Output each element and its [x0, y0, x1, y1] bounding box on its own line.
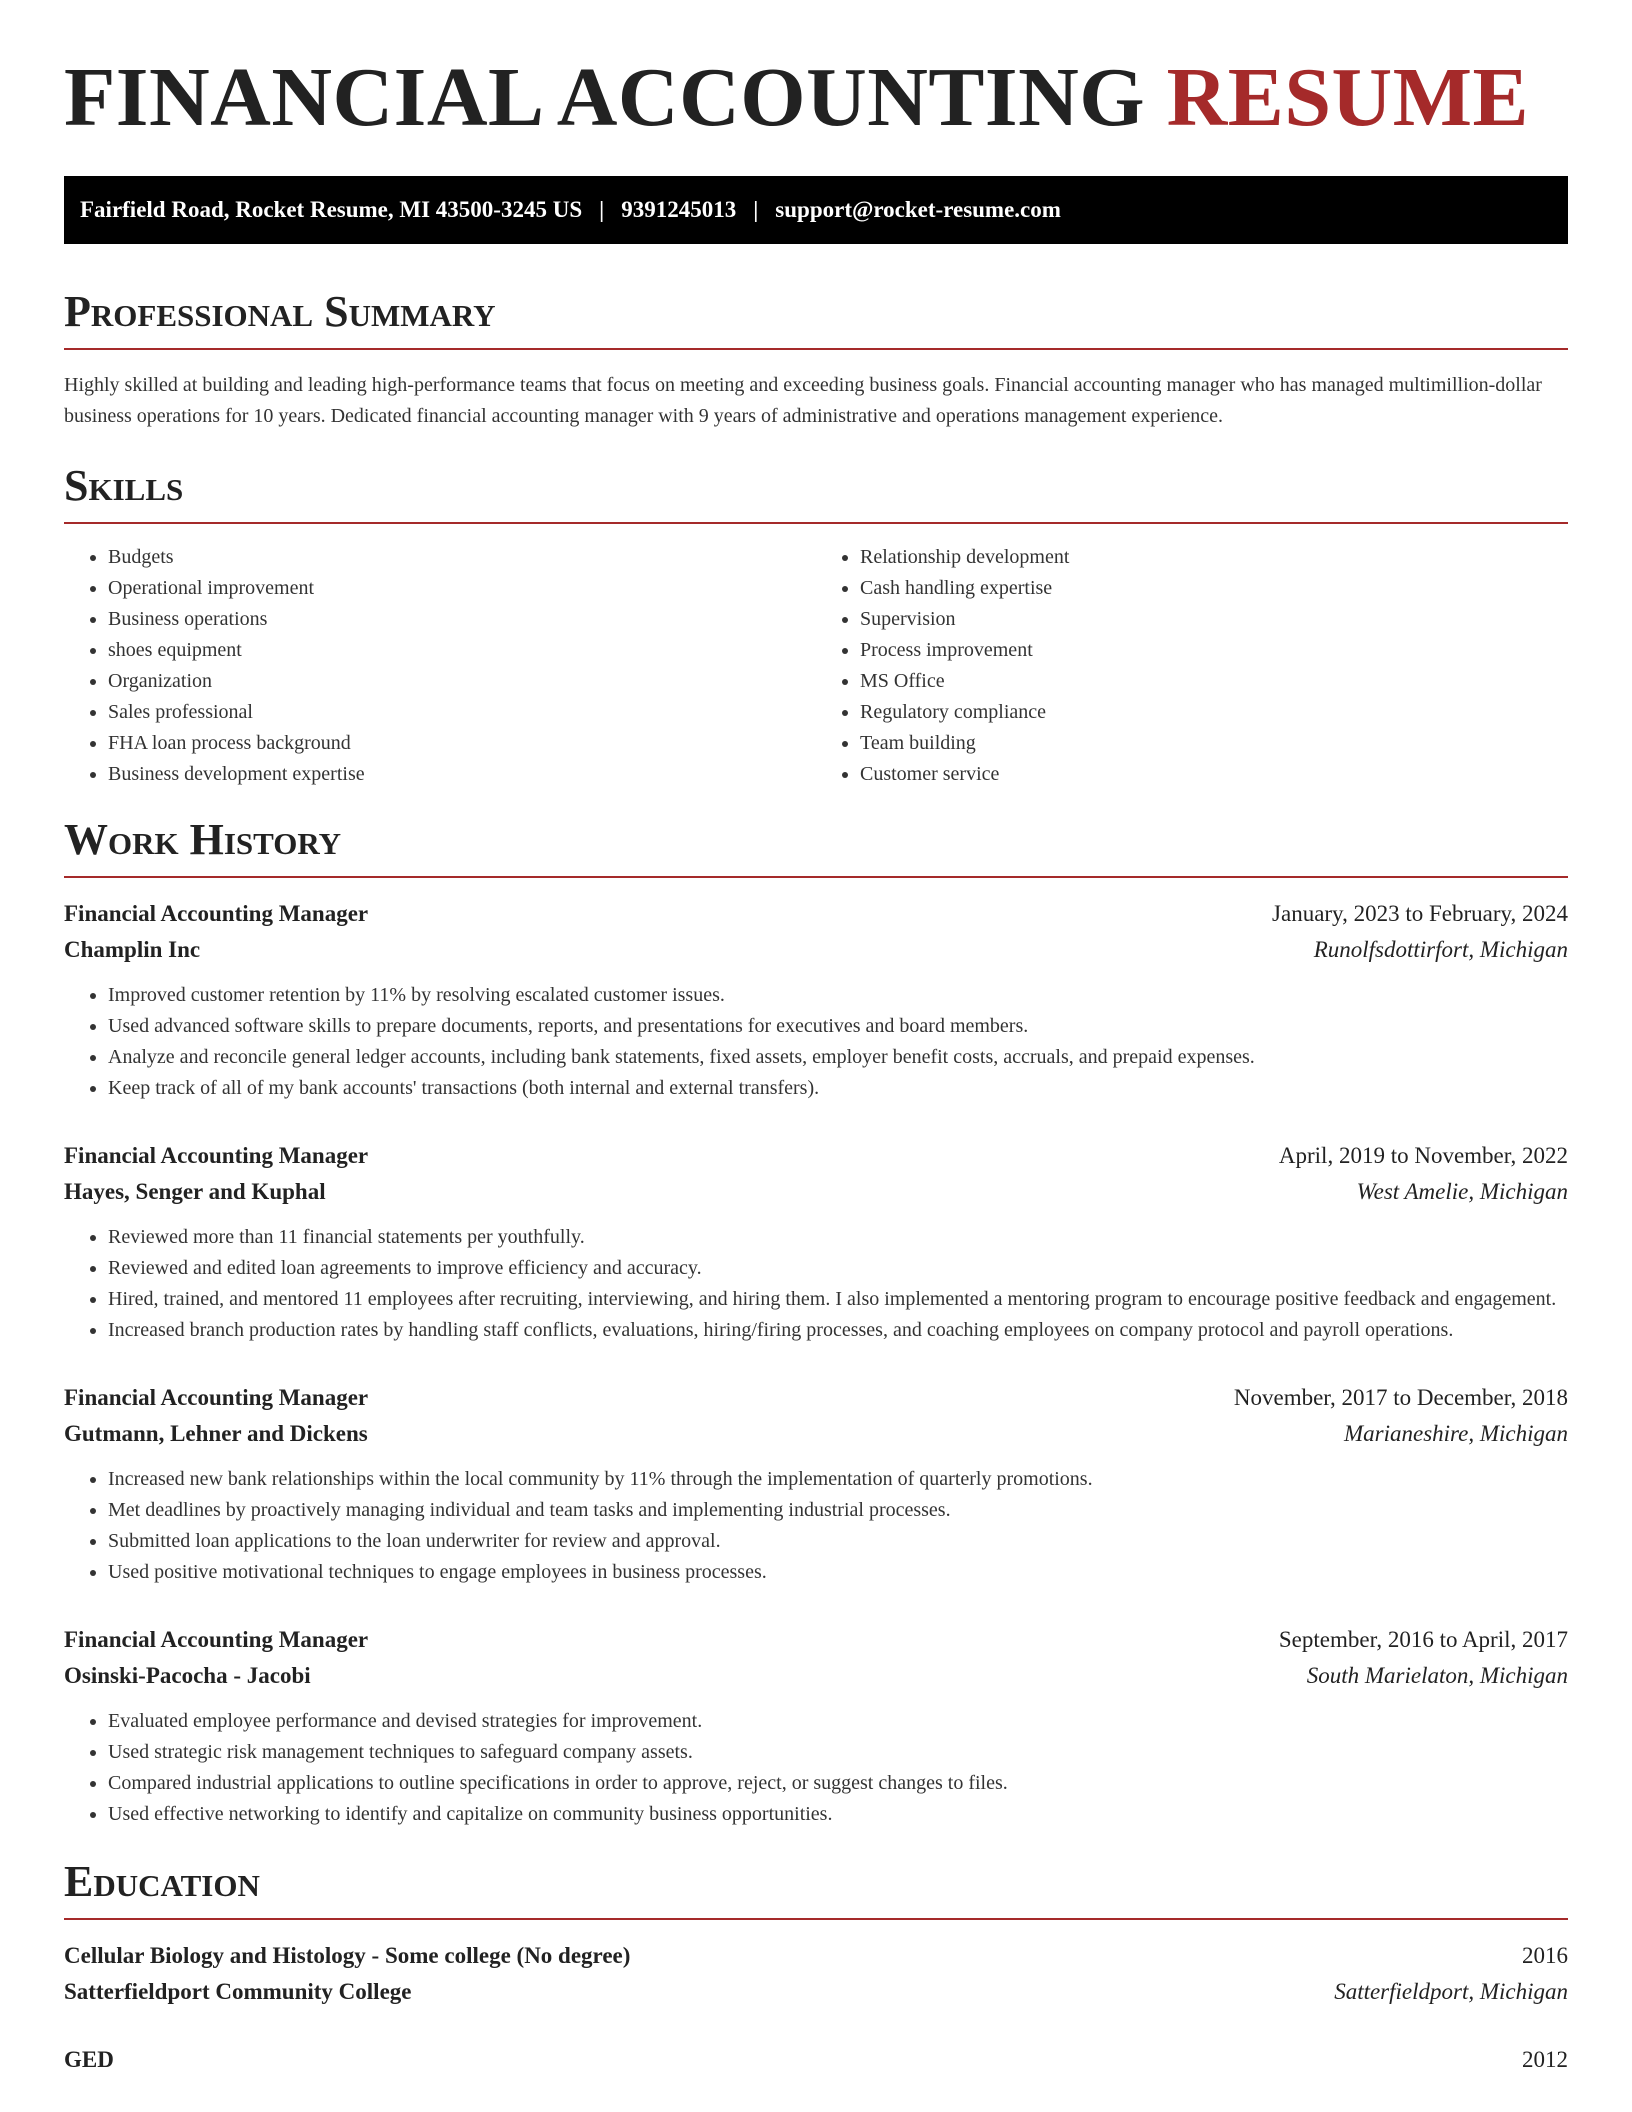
- contact-separator: |: [599, 197, 605, 222]
- education-degree: GED: [64, 2047, 114, 2072]
- skill-item: • Customer service: [860, 759, 1568, 790]
- job-bullet: • Met deadlines by proactively managing individual and team tasks and implementing industrial processes.: [108, 1495, 1568, 1526]
- job-bullet: • Submitted loan applications to the loan underwriter for review and approval.: [108, 1526, 1568, 1557]
- job-bullet: • Hired, trained, and mentored 11 employees after recruiting, interviewing, and hiring them. I also implemented a mentoring program to encourage positive feedback and engagement.: [108, 1284, 1568, 1315]
- job-location: West Amelie, Michigan: [1356, 1179, 1568, 1204]
- job-bullets: [64, 1222, 1568, 1346]
- job-dates: November, 2017 to December, 2018: [1233, 1385, 1568, 1410]
- skills-right-column: [816, 542, 1568, 790]
- education-location: Satterfieldport, Michigan: [1334, 1979, 1568, 2004]
- job-bullet: • Analyze and reconcile general ledger accounts, including bank statements, fixed assets, employer benefit costs, accruals, and prepaid expenses.: [108, 1042, 1568, 1073]
- skill-item: • Supervision: [860, 604, 1568, 635]
- job-location: Marianeshire, Michigan: [1343, 1421, 1568, 1446]
- job-bullets: [64, 1706, 1568, 1830]
- job-bullet: • Evaluated employee performance and devised strategies for improvement.: [108, 1706, 1568, 1737]
- skill-item: • Organization: [108, 666, 816, 697]
- job-role: Financial Accounting Manager: [64, 1627, 369, 1652]
- education-year: 2012: [1522, 2047, 1568, 2072]
- job-location: Runolfsdottirfort, Michigan: [1313, 937, 1568, 962]
- skill-item: • Process improvement: [860, 635, 1568, 666]
- skill-item: • Budgets: [108, 542, 816, 573]
- job-entry: [64, 1380, 1568, 1588]
- skills-grid: [64, 542, 1568, 790]
- education-entry: [64, 1938, 1568, 2010]
- job-bullet: • Compared industrial applications to outline specifications in order to approve, reject, or suggest changes to files.: [108, 1768, 1568, 1799]
- job-dates: September, 2016 to April, 2017: [1278, 1627, 1568, 1652]
- job-bullet: • Increased branch production rates by handling staff conflicts, evaluations, hiring/firing processes, and coaching employees on company protocol and payroll operations.: [108, 1315, 1568, 1346]
- title-main: FINANCIAL ACCOUNTING: [64, 51, 1146, 144]
- job-bullets: [64, 980, 1568, 1104]
- job-entry: [64, 896, 1568, 1104]
- title-accent: RESUME: [1166, 51, 1530, 144]
- job-role: Financial Accounting Manager: [64, 901, 369, 926]
- job-bullet: • Reviewed and edited loan agreements to improve efficiency and accuracy.: [108, 1253, 1568, 1284]
- skill-item: • MS Office: [860, 666, 1568, 697]
- education-school: Satterfieldport Community College: [64, 1979, 412, 2004]
- work-history-heading: Work History: [64, 818, 1568, 878]
- skill-item: • FHA loan process background: [108, 728, 816, 759]
- job-company: Champlin Inc: [64, 937, 201, 962]
- job-bullet: • Used positive motivational techniques to engage employees in business processes.: [108, 1557, 1568, 1588]
- resume-title: [64, 0, 1568, 144]
- job-bullet: • Keep track of all of my bank accounts' transactions (both internal and external transfers).: [108, 1073, 1568, 1104]
- job-dates: January, 2023 to February, 2024: [1272, 901, 1568, 926]
- summary-heading: Professional Summary: [64, 290, 1568, 350]
- skill-item: • Business development expertise: [108, 759, 816, 790]
- skill-item: • shoes equipment: [108, 635, 816, 666]
- skills-heading: Skills: [64, 464, 1568, 524]
- education-entry: [64, 2042, 1568, 2078]
- job-bullet: • Improved customer retention by 11% by resolving escalated customer issues.: [108, 980, 1568, 1011]
- contact-address: Fairfield Road, Rocket Resume, MI 43500-3245 US: [80, 197, 583, 222]
- job-bullet: • Used effective networking to identify and capitalize on community business opportunities.: [108, 1799, 1568, 1830]
- contact-email: support@rocket-resume.com: [775, 197, 1061, 222]
- job-bullet: • Used advanced software skills to prepare documents, reports, and presentations for executives and board members.: [108, 1011, 1568, 1042]
- education-year: 2016: [1522, 1943, 1568, 1968]
- skill-item: • Operational improvement: [108, 573, 816, 604]
- contact-phone: 9391245013: [621, 197, 737, 222]
- job-role: Financial Accounting Manager: [64, 1385, 369, 1410]
- skill-item: • Team building: [860, 728, 1568, 759]
- skill-item: • Cash handling expertise: [860, 573, 1568, 604]
- skill-item: • Sales professional: [108, 697, 816, 728]
- skill-item: • Regulatory compliance: [860, 697, 1568, 728]
- job-location: South Marielaton, Michigan: [1306, 1663, 1568, 1688]
- education-heading: Education: [64, 1860, 1568, 1920]
- summary-text: Highly skilled at building and leading high-performance teams that focus on meeting and exceeding business goals. Financial accounting manager who has managed multimillion-dollar business operations for 10 years. Dedicated financial accounting manager with 9 years of administrative and operations management experience.: [64, 374, 1542, 427]
- job-entry: [64, 1622, 1568, 1830]
- job-bullets: [64, 1464, 1568, 1588]
- job-company: Gutmann, Lehner and Dickens: [64, 1421, 368, 1446]
- job-bullet: • Used strategic risk management techniques to safeguard company assets.: [108, 1737, 1568, 1768]
- job-dates: April, 2019 to November, 2022: [1278, 1143, 1568, 1168]
- job-company: Hayes, Senger and Kuphal: [64, 1179, 326, 1204]
- skill-item: • Relationship development: [860, 542, 1568, 573]
- job-bullet: • Reviewed more than 11 financial statements per youthfully.: [108, 1222, 1568, 1253]
- contact-bar: [64, 176, 1568, 244]
- job-company: Osinski-Pacocha - Jacobi: [64, 1663, 311, 1688]
- skill-item: • Business operations: [108, 604, 816, 635]
- job-role: Financial Accounting Manager: [64, 1143, 369, 1168]
- contact-separator: |: [753, 197, 759, 222]
- skills-left-column: [64, 542, 816, 790]
- job-entry: [64, 1138, 1568, 1346]
- job-bullet: • Increased new bank relationships within the local community by 11% through the implementation of quarterly promotions.: [108, 1464, 1568, 1495]
- education-degree: Cellular Biology and Histology - Some college (No degree): [64, 1943, 631, 1968]
